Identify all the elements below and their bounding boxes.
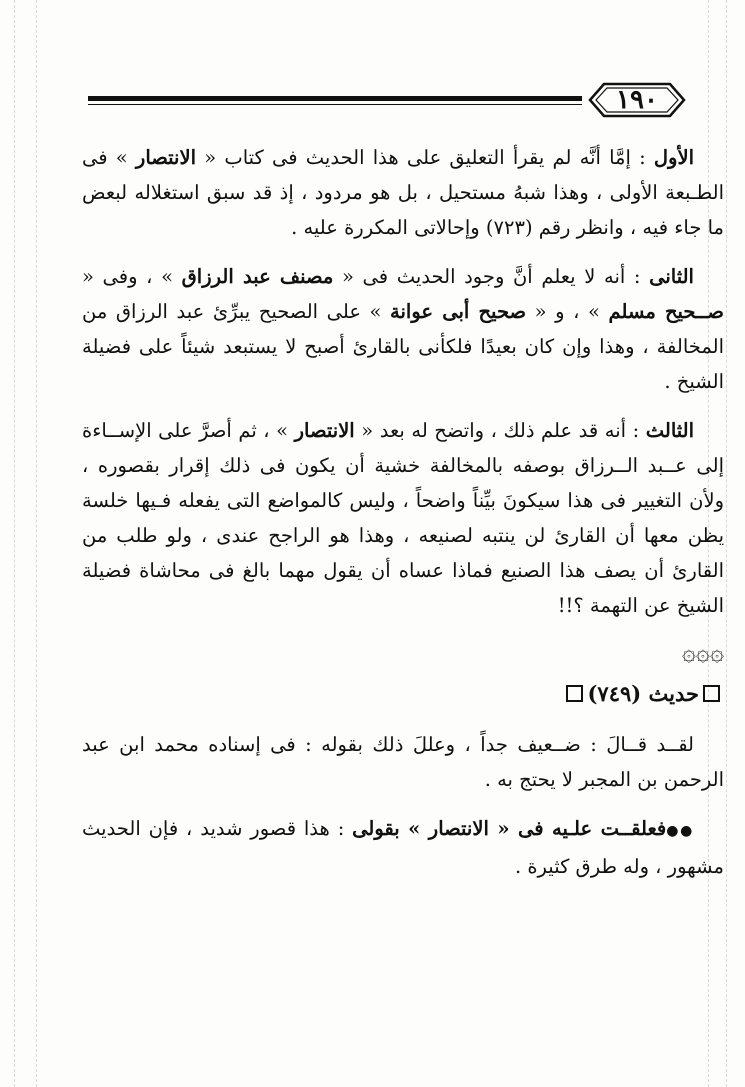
paragraph-second: الثانى : أنه لا يعلم أنَّ وجود الحديث فى « مصنف عبد الرزاق » ، وفى « صــحيح مسلم » ، و « صحيح أبى عوانة » على الصحيح يبرِّئ عبد الرزاق من المخالفة ، وهذا وإن كان بعيدًا فلكأنى بالقارئ أصبح لا يستبعد شيئاً على فضيلة الشيخ . — [82, 265, 724, 393]
page-body — [82, 140, 724, 898]
square-icon — [703, 685, 720, 702]
book-reference: صحيح أبى عوانة — [390, 300, 527, 323]
page-number: ١٩٠ — [616, 85, 658, 115]
section-ornament: ۞۞۞ — [681, 638, 724, 666]
paragraph-lead: الثالث — [645, 419, 695, 442]
margin-guide-line — [36, 0, 37, 1087]
bullet-icon: ●● — [666, 823, 694, 839]
page-header — [88, 74, 688, 122]
paragraph-first: الأول : إمَّا أنَّه لم يقرأ التعليق على هذا الحديث فى كتاب « الانتصار » فى الطـبعة الأولى ، وهذا شبهُ مستحيل ، بل هو مردود ، إذ قد سبق استغلاله لبعض ما جاء فيه ، وانظر رقم (٧٢٣) وإحالاتى المكررة عليه . — [82, 146, 724, 239]
book-reference: صــحيح مسلم — [608, 300, 724, 323]
book-reference: الانتصار — [294, 419, 355, 442]
header-rule-thin — [88, 104, 582, 105]
page-number-frame — [586, 78, 688, 122]
hadith-label: حديث — [648, 681, 699, 706]
paragraph-lead: الأول — [653, 146, 695, 169]
header-rule — [88, 96, 582, 101]
hadith-comment: ●●فعلقــت علـيه فى « الانتصار » بقولى : هذا قصور شديد ، فإن الحديث مشهور ، وله طرق كثيرة . — [82, 817, 724, 878]
book-reference: مصنف عبد الرزاق — [181, 265, 334, 288]
margin-guide-line — [726, 0, 727, 1087]
hadith-heading — [82, 677, 724, 711]
margin-guide-line — [14, 0, 15, 1087]
paragraph-third: الثالث : أنه قد علم ذلك ، واتضح له بعد « الانتصار » ، ثم أصرَّ على الإســاءة إلى عــبد الــرزاق بوصفه بالمخالفة خشية أن يكون فى ذلك إقرار بقصوره ، ولأن التغيير فى هذا سيكونَ بيِّناً واضحاً ، وليس كالمواضع التى يفعله فـيها خلسة يظن معها أن القارئ لن ينتبه لصنيعه ، وهذا هو الراجح عندى ، ولو طلب من القارئ أن يصف هذا الصنيع فماذا عساه أن يقول مهما بالغ فى محاشاة فضيلة الشيخ عن التهمة ؟!! — [82, 419, 724, 617]
hadith-paragraph: لقــد قــالَ : ضــعيف جداً ، وعللَ ذلك بقوله : فى إسناده محمد ابن عبد الرحمن بن المجبر لا يحتج به . — [82, 733, 724, 791]
square-icon — [566, 685, 583, 702]
comment-lead: فعلقــت علـيه فى « الانتصار » بقولى — [352, 817, 667, 840]
paragraph-lead: الثانى — [649, 265, 694, 288]
hadith-number: (٧٤٩) — [587, 681, 642, 706]
book-reference: الانتصار — [135, 146, 197, 169]
